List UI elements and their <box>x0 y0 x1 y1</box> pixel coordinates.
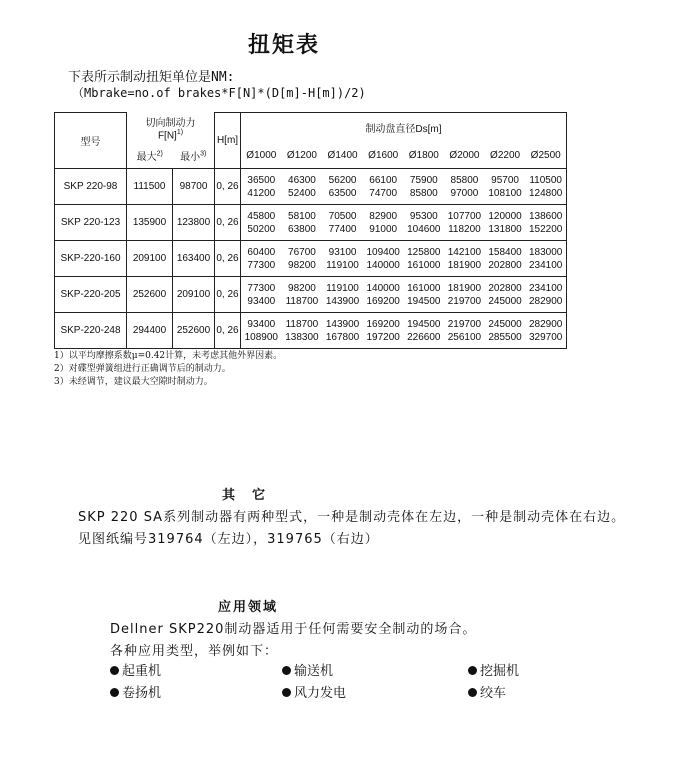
torque-value-pair <box>485 282 525 308</box>
application-item: 绞车 <box>468 682 506 701</box>
torque-value-min: 152200 <box>529 223 563 235</box>
torque-value-max: 202800 <box>488 282 522 294</box>
header-h: H[m] <box>215 113 241 169</box>
h-cell: 0, 26 <box>215 313 241 349</box>
torque-value-min: 131800 <box>488 223 522 235</box>
torque-value-pair <box>444 210 484 236</box>
max-force-cell: 111500 <box>127 169 173 205</box>
table-row <box>55 313 567 349</box>
torque-value-max: 219700 <box>447 318 482 330</box>
torque-values-cell <box>241 205 567 241</box>
torque-value-pair <box>363 174 403 200</box>
h-cell: 0, 26 <box>215 241 241 277</box>
torque-value-min: 167800 <box>325 331 360 343</box>
torque-value-max: 58100 <box>288 210 316 222</box>
torque-value-min: 104600 <box>407 223 441 235</box>
torque-value-pair <box>363 318 403 344</box>
torque-value-max: 181900 <box>447 282 482 294</box>
torque-value-min: 77400 <box>328 223 357 235</box>
diameter-header: Ø2000 <box>449 149 480 161</box>
torque-value-max: 234100 <box>529 282 563 294</box>
header-model: 型号 <box>55 113 127 169</box>
torque-value-pair <box>526 174 566 200</box>
torque-value-min: 108100 <box>488 187 522 199</box>
torque-value-min: 97000 <box>450 187 479 199</box>
torque-value-min: 74700 <box>369 187 398 199</box>
torque-value-min: 219700 <box>447 295 482 307</box>
application-text-line-1: Dellner SKP220制动器适用于任何需要安全制动的场合。 <box>110 622 477 637</box>
footnote-mark-2: 2) <box>156 150 163 158</box>
torque-value-min: 118700 <box>285 295 319 307</box>
torque-value-min: 91000 <box>369 223 398 235</box>
torque-value-pair <box>282 282 322 308</box>
torque-value-min: 143900 <box>325 295 360 307</box>
torque-value-pair <box>363 282 403 308</box>
torque-value-min: 329700 <box>529 331 563 343</box>
torque-value-pair <box>363 246 403 272</box>
application-section-title: 应用领域 <box>218 600 279 615</box>
torque-value-max: 110500 <box>529 174 562 186</box>
bullet-icon <box>110 666 119 675</box>
bullet-icon <box>282 666 291 675</box>
torque-value-max: 138600 <box>529 210 563 222</box>
footnotes <box>54 350 282 389</box>
torque-value-min: 85800 <box>409 187 438 199</box>
torque-value-pair <box>444 318 484 344</box>
torque-value-pair <box>404 282 444 308</box>
application-item: 卷扬机 <box>110 682 161 701</box>
max-force-cell: 135900 <box>127 205 173 241</box>
torque-value-max: 119100 <box>326 282 359 294</box>
diameter-header: Ø2200 <box>490 149 521 161</box>
table-row <box>55 277 567 313</box>
torque-value-min: 181900 <box>447 259 482 271</box>
torque-value-pair <box>485 246 525 272</box>
torque-value-max: 245000 <box>488 318 522 330</box>
torque-value-min: 63800 <box>288 223 316 235</box>
min-force-cell: 163400 <box>173 241 215 277</box>
min-force-cell: 98700 <box>173 169 215 205</box>
h-cell: 0, 26 <box>215 277 241 313</box>
torque-value-max: 56200 <box>328 174 357 186</box>
torque-value-max: 76700 <box>288 246 316 258</box>
header-max: 最大$^{2)}$ <box>127 143 173 169</box>
model-cell: SKP 220-98 <box>55 169 127 205</box>
torque-value-pair <box>241 246 281 272</box>
diameter-header: Ø1400 <box>327 149 358 161</box>
bullet-icon <box>110 688 119 697</box>
header-force-label: 切向制动力 <box>145 117 196 129</box>
torque-value-max: 93100 <box>328 246 357 258</box>
torque-value-max: 93400 <box>247 318 276 330</box>
torque-value-pair <box>282 174 322 200</box>
torque-value-max: 60400 <box>247 246 276 258</box>
torque-value-max: 95700 <box>491 174 519 186</box>
torque-value-max: 85800 <box>450 174 479 186</box>
application-item: 风力发电 <box>282 682 346 701</box>
footnote-mark-1: 1) <box>176 128 184 136</box>
torque-value-max: 82900 <box>369 210 398 222</box>
torque-value-min: 169200 <box>366 295 400 307</box>
torque-value-pair <box>363 210 403 236</box>
torque-value-max: 120000 <box>488 210 522 222</box>
torque-value-max: 183000 <box>529 246 563 258</box>
max-force-cell: 294400 <box>127 313 173 349</box>
torque-value-max: 161000 <box>407 282 441 294</box>
torque-value-max: 107700 <box>447 210 482 222</box>
header-force-unit: F[N] <box>157 130 177 142</box>
torque-value-max: 109400 <box>366 246 400 258</box>
application-item: 输送机 <box>282 660 333 679</box>
torque-value-pair <box>282 318 322 344</box>
torque-value-max: 282900 <box>529 318 563 330</box>
model-cell: SKP-220-205 <box>55 277 127 313</box>
min-force-cell: 123800 <box>173 205 215 241</box>
torque-value-min: 98200 <box>288 259 316 271</box>
torque-value-max: 45800 <box>247 210 276 222</box>
torque-value-max: 77300 <box>247 282 276 294</box>
max-force-cell: 209100 <box>127 241 173 277</box>
diameter-header: Ø1800 <box>408 149 439 161</box>
torque-value-max: 36500 <box>247 174 276 186</box>
torque-value-min: 194500 <box>407 295 441 307</box>
torque-value-max: 140000 <box>366 282 400 294</box>
page-title: 扭矩表 <box>247 33 320 58</box>
torque-value-pair <box>444 282 484 308</box>
torque-value-max: 143900 <box>325 318 360 330</box>
torque-value-pair <box>241 174 281 200</box>
header-force <box>127 113 215 143</box>
torque-value-max: 142100 <box>447 246 482 258</box>
torque-value-pair <box>282 246 322 272</box>
torque-value-pair <box>323 174 363 200</box>
torque-value-min: 245000 <box>488 295 522 307</box>
bullet-icon <box>468 666 477 675</box>
torque-value-pair <box>526 282 566 308</box>
bullet-icon <box>282 688 291 697</box>
footnote-mark-3: 3) <box>200 150 207 158</box>
torque-value-min: 197200 <box>366 331 400 343</box>
torque-value-max: 98200 <box>288 282 316 294</box>
torque-value-min: 202800 <box>488 259 522 271</box>
torque-value-pair <box>323 318 363 344</box>
torque-value-max: 118700 <box>285 318 319 330</box>
torque-value-min: 285500 <box>488 331 522 343</box>
torque-value-pair <box>241 282 281 308</box>
torque-value-max: 194500 <box>407 318 441 330</box>
torque-value-pair <box>485 318 525 344</box>
torque-value-min: 138300 <box>285 331 319 343</box>
torque-values-cell <box>241 169 567 205</box>
torque-value-min: 124800 <box>529 187 563 199</box>
torque-value-max: 169200 <box>366 318 400 330</box>
torque-value-pair <box>526 210 566 236</box>
torque-value-pair <box>444 174 484 200</box>
torque-value-pair <box>526 318 566 344</box>
torque-value-max: 66100 <box>369 174 398 186</box>
table-row <box>55 205 567 241</box>
torque-value-min: 50200 <box>247 223 276 235</box>
torque-value-max: 158400 <box>488 246 522 258</box>
torque-value-pair <box>485 174 525 200</box>
torque-value-max: 125800 <box>407 246 441 258</box>
model-cell: SKP-220-248 <box>55 313 127 349</box>
torque-value-min: 119100 <box>326 259 359 271</box>
min-force-cell: 209100 <box>173 277 215 313</box>
diameter-header: Ø2500 <box>530 149 561 161</box>
torque-value-pair <box>323 210 363 236</box>
torque-values-cell <box>241 277 567 313</box>
bullet-icon <box>468 688 477 697</box>
torque-value-min: 41200 <box>247 187 276 199</box>
table-row <box>55 241 567 277</box>
diameter-header: Ø1600 <box>368 149 399 161</box>
torque-value-min: 93400 <box>247 295 276 307</box>
intro-line-2: （Mbrake=no.of brakes*F[N]*(D[m]-H[m])/2) <box>72 86 366 100</box>
torque-value-min: 256100 <box>447 331 482 343</box>
torque-value-pair <box>404 174 444 200</box>
h-cell: 0, 26 <box>215 205 241 241</box>
torque-value-min: 63500 <box>328 187 357 199</box>
footnote-2: 2）对碟型弹簧组进行正确调节后的制动力。 <box>54 364 231 374</box>
torque-value-max: 75900 <box>409 174 438 186</box>
torque-values-cell <box>241 241 567 277</box>
torque-value-pair <box>404 318 444 344</box>
torque-value-min: 226600 <box>407 331 441 343</box>
application-item: 挖掘机 <box>468 660 519 679</box>
torque-value-pair <box>404 246 444 272</box>
header-diameter-values <box>241 143 567 169</box>
torque-value-pair <box>323 282 363 308</box>
torque-table <box>54 112 567 349</box>
torque-value-max: 95300 <box>409 210 438 222</box>
intro-line-1: 下表所示制动扭矩单位是NM: <box>68 70 235 85</box>
torque-value-pair <box>241 318 281 344</box>
application-item: 起重机 <box>110 660 161 679</box>
torque-value-min: 282900 <box>529 295 563 307</box>
other-text-line-1: SKP 220 SA系列制动器有两种型式，一种是制动壳体在左边，一种是制动壳体在右边。 <box>78 510 626 525</box>
model-cell: SKP-220-160 <box>55 241 127 277</box>
torque-value-min: 77300 <box>247 259 276 271</box>
torque-value-pair <box>404 210 444 236</box>
torque-value-max: 46300 <box>288 174 316 186</box>
torque-value-min: 108900 <box>244 331 278 343</box>
torque-value-min: 52400 <box>288 187 316 199</box>
footnote-3: 3）未经调节，建议最大空隙时制动力。 <box>54 377 213 387</box>
other-text-line-2: 见图纸编号319764（左边），319765（右边） <box>78 532 379 547</box>
torque-value-pair <box>444 246 484 272</box>
torque-value-pair <box>282 210 322 236</box>
diameter-header: Ø1200 <box>286 149 317 161</box>
torque-values-cell <box>241 313 567 349</box>
h-cell: 0, 26 <box>215 169 241 205</box>
torque-value-pair <box>485 210 525 236</box>
torque-value-pair <box>241 210 281 236</box>
model-cell: SKP 220-123 <box>55 205 127 241</box>
torque-value-pair <box>526 246 566 272</box>
header-diameter: 制动盘直径Ds[m] <box>241 113 567 143</box>
footnote-1: 1）以平均摩擦系数μ=0.42计算，未考虑其他外界因素。 <box>54 351 283 361</box>
other-section-title: 其 它 <box>222 488 268 503</box>
diameter-header: Ø1000 <box>246 149 277 161</box>
torque-value-min: 140000 <box>366 259 400 271</box>
torque-value-min: 118200 <box>448 223 481 235</box>
header-min: 最小$^{3)}$ <box>173 143 215 169</box>
min-force-cell: 252600 <box>173 313 215 349</box>
max-force-cell: 252600 <box>127 277 173 313</box>
table-row <box>55 169 567 205</box>
torque-value-pair <box>323 246 363 272</box>
torque-value-max: 70500 <box>328 210 357 222</box>
application-text-line-2: 各种应用类型，举例如下： <box>110 644 279 659</box>
torque-value-min: 161000 <box>407 259 441 271</box>
torque-value-min: 234100 <box>529 259 563 271</box>
